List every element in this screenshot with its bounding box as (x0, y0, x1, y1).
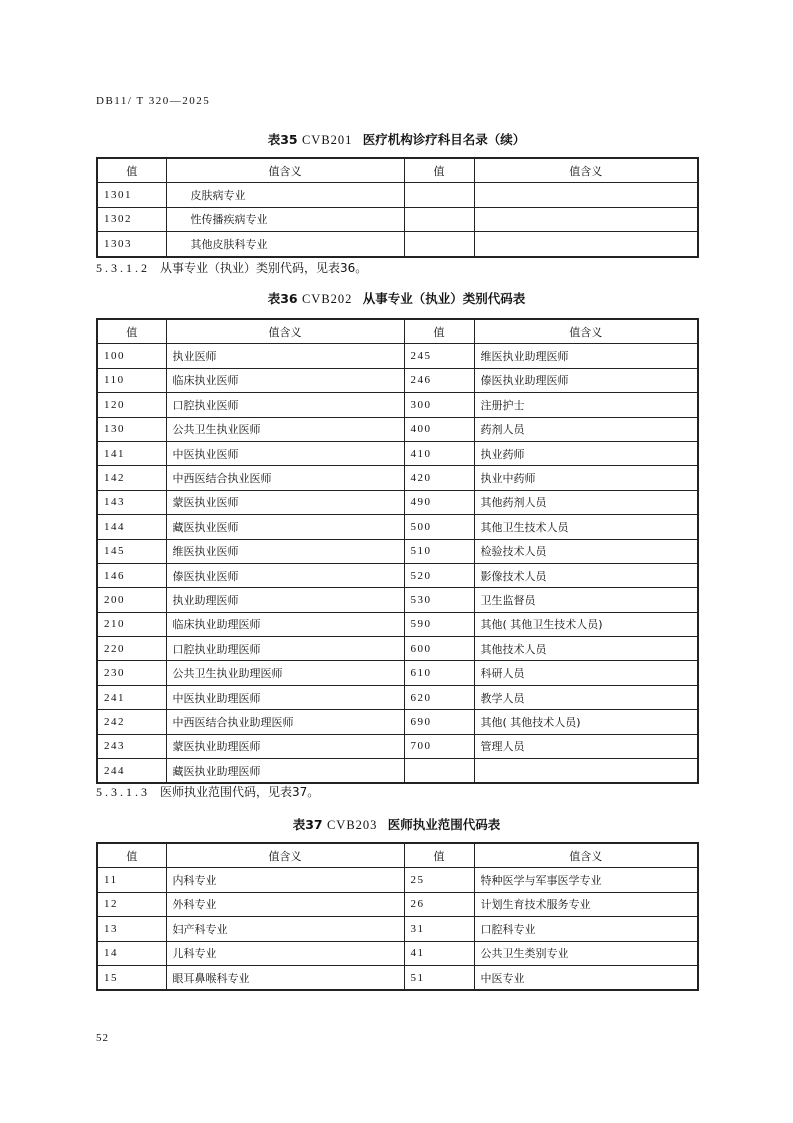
code-meaning-cell: 藏医执业助理医师 (166, 759, 404, 784)
table-name: 从事专业（执业）类别代码表 (362, 291, 526, 306)
code-value-cell: 14 (97, 941, 166, 965)
table-header-row (97, 158, 698, 183)
table-row (97, 344, 698, 368)
table-label: 表35 (267, 132, 298, 147)
code-meaning-cell: 执业助理医师 (166, 588, 404, 612)
code-value-cell: 490 (404, 490, 474, 514)
code-meaning-cell: 其他( 其他卫生技术人员) (474, 612, 698, 636)
code-value-cell (404, 183, 474, 207)
code-meaning-cell: 执业中药师 (474, 466, 698, 490)
code-value-cell: 230 (97, 661, 166, 685)
code-value-cell: 210 (97, 612, 166, 636)
table-header-row (97, 843, 698, 868)
code-value-cell: 510 (404, 539, 474, 563)
table-name: 医疗机构诊疗科目名录（续） (362, 132, 526, 147)
table-row (97, 685, 698, 709)
code-value-cell: 410 (404, 441, 474, 465)
table-row (97, 917, 698, 941)
table-code: CVB203 (326, 818, 378, 832)
column-header: 值含义 (166, 843, 404, 868)
table-name: 医师执业范围代码表 (387, 817, 501, 832)
code-meaning-cell: 蒙医执业医师 (166, 490, 404, 514)
page-number: 52 (96, 1032, 109, 1044)
code-meaning-cell: 内科专业 (166, 868, 404, 892)
code-value-cell: 145 (97, 539, 166, 563)
code-meaning-cell: 注册护士 (474, 393, 698, 417)
section-number: 5.3.1.3 (96, 785, 150, 799)
code-value-cell: 120 (97, 393, 166, 417)
code-value-cell: 31 (404, 917, 474, 941)
code-value-cell: 143 (97, 490, 166, 514)
code-value-cell: 200 (97, 588, 166, 612)
code-value-cell: 690 (404, 710, 474, 734)
code-value-cell: 142 (97, 466, 166, 490)
code-meaning-cell: 口腔科专业 (474, 917, 698, 941)
table-35 (96, 157, 699, 258)
table-row (97, 490, 698, 514)
table-header-row (97, 319, 698, 344)
code-value-cell: 100 (97, 344, 166, 368)
table-row (97, 539, 698, 563)
code-value-cell: 13 (97, 917, 166, 941)
column-header: 值含义 (166, 158, 404, 183)
code-meaning-cell: 教学人员 (474, 685, 698, 709)
code-value-cell: 1303 (97, 232, 166, 257)
code-meaning-cell: 公共卫生类别专业 (474, 941, 698, 965)
code-meaning-cell: 特种医学与军事医学专业 (474, 868, 698, 892)
code-meaning-cell: 影像技术人员 (474, 563, 698, 587)
code-value-cell: 12 (97, 892, 166, 916)
code-meaning-cell: 妇产科专业 (166, 917, 404, 941)
code-value-cell: 15 (97, 965, 166, 990)
column-header: 值 (404, 158, 474, 183)
code-meaning-cell: 其他皮肤科专业 (166, 232, 404, 257)
column-header: 值含义 (474, 843, 698, 868)
code-value-cell (404, 207, 474, 231)
code-value-cell: 400 (404, 417, 474, 441)
code-meaning-cell: 科研人员 (474, 661, 698, 685)
code-meaning-cell: 其他( 其他技术人员) (474, 710, 698, 734)
code-value-cell: 25 (404, 868, 474, 892)
table-row (97, 368, 698, 392)
code-value-cell: 600 (404, 637, 474, 661)
section-text: 从事专业（执业）类别代码，见表36。 (160, 261, 368, 275)
code-value-cell: 245 (404, 344, 474, 368)
table-row (97, 232, 698, 257)
code-meaning-cell: 其他卫生技术人员 (474, 515, 698, 539)
code-value-cell: 144 (97, 515, 166, 539)
code-meaning-cell: 蒙医执业助理医师 (166, 734, 404, 758)
code-value-cell (404, 759, 474, 784)
code-meaning-cell: 公共卫生执业医师 (166, 417, 404, 441)
code-value-cell: 300 (404, 393, 474, 417)
code-meaning-cell: 临床执业医师 (166, 368, 404, 392)
table-row (97, 612, 698, 636)
code-meaning-cell (474, 207, 698, 231)
code-meaning-cell: 其他药剂人员 (474, 490, 698, 514)
code-meaning-cell: 中医专业 (474, 965, 698, 990)
code-value-cell: 141 (97, 441, 166, 465)
code-value-cell: 242 (97, 710, 166, 734)
code-meaning-cell: 维医执业医师 (166, 539, 404, 563)
code-value-cell: 420 (404, 466, 474, 490)
table-35-title (96, 130, 697, 148)
code-meaning-cell: 傣医执业医师 (166, 563, 404, 587)
table-row (97, 207, 698, 231)
code-value-cell: 220 (97, 637, 166, 661)
table-36 (96, 318, 699, 784)
table-row (97, 710, 698, 734)
table-row (97, 734, 698, 758)
section-number: 5.3.1.2 (96, 261, 150, 275)
code-value-cell: 620 (404, 685, 474, 709)
section-text: 医师执业范围代码，见表37。 (160, 785, 320, 799)
code-meaning-cell: 执业药师 (474, 441, 698, 465)
code-value-cell: 110 (97, 368, 166, 392)
code-value-cell: 246 (404, 368, 474, 392)
column-header: 值 (404, 319, 474, 344)
code-value-cell: 610 (404, 661, 474, 685)
code-meaning-cell: 儿科专业 (166, 941, 404, 965)
table-36-title (96, 289, 697, 307)
code-meaning-cell: 中医执业助理医师 (166, 685, 404, 709)
column-header: 值 (97, 843, 166, 868)
table-row (97, 515, 698, 539)
table-code: CVB201 (301, 133, 353, 147)
code-meaning-cell: 维医执业助理医师 (474, 344, 698, 368)
table-row (97, 941, 698, 965)
code-value-cell: 146 (97, 563, 166, 587)
column-header: 值含义 (474, 158, 698, 183)
document-header: DB11/ T 320—2025 (96, 95, 211, 107)
code-value-cell: 11 (97, 868, 166, 892)
table-row (97, 417, 698, 441)
table-row (97, 466, 698, 490)
table-code: CVB202 (301, 292, 353, 306)
section-5-3-1-3 (96, 783, 319, 800)
table-row (97, 588, 698, 612)
table-label: 表36 (267, 291, 298, 306)
code-value-cell: 1302 (97, 207, 166, 231)
table-label: 表37 (292, 817, 323, 832)
code-meaning-cell: 检验技术人员 (474, 539, 698, 563)
code-meaning-cell: 计划生育技术服务专业 (474, 892, 698, 916)
table-row (97, 563, 698, 587)
column-header: 值含义 (166, 319, 404, 344)
code-meaning-cell: 口腔执业助理医师 (166, 637, 404, 661)
code-meaning-cell: 中西医结合执业医师 (166, 466, 404, 490)
code-meaning-cell (474, 183, 698, 207)
code-value-cell: 51 (404, 965, 474, 990)
code-value-cell: 590 (404, 612, 474, 636)
column-header: 值 (404, 843, 474, 868)
table-37 (96, 842, 699, 991)
code-value-cell: 241 (97, 685, 166, 709)
code-value-cell: 520 (404, 563, 474, 587)
table-row (97, 759, 698, 784)
code-value-cell: 130 (97, 417, 166, 441)
table-37-title (96, 815, 697, 833)
code-meaning-cell: 中医执业医师 (166, 441, 404, 465)
code-meaning-cell: 管理人员 (474, 734, 698, 758)
column-header: 值 (97, 158, 166, 183)
code-value-cell: 244 (97, 759, 166, 784)
code-meaning-cell: 中西医结合执业助理医师 (166, 710, 404, 734)
code-value-cell: 26 (404, 892, 474, 916)
code-value-cell: 41 (404, 941, 474, 965)
table-row (97, 965, 698, 990)
code-value-cell: 1301 (97, 183, 166, 207)
code-meaning-cell: 公共卫生执业助理医师 (166, 661, 404, 685)
code-meaning-cell: 藏医执业医师 (166, 515, 404, 539)
table-row (97, 393, 698, 417)
column-header: 值含义 (474, 319, 698, 344)
code-value-cell (404, 232, 474, 257)
code-meaning-cell: 皮肤病专业 (166, 183, 404, 207)
code-meaning-cell (474, 232, 698, 257)
column-header: 值 (97, 319, 166, 344)
code-meaning-cell: 药剂人员 (474, 417, 698, 441)
code-meaning-cell: 执业医师 (166, 344, 404, 368)
code-meaning-cell: 其他技术人员 (474, 637, 698, 661)
code-meaning-cell: 傣医执业助理医师 (474, 368, 698, 392)
code-meaning-cell: 性传播疾病专业 (166, 207, 404, 231)
code-value-cell: 500 (404, 515, 474, 539)
section-5-3-1-2 (96, 259, 367, 276)
code-meaning-cell: 外科专业 (166, 892, 404, 916)
code-meaning-cell: 卫生监督员 (474, 588, 698, 612)
table-row (97, 637, 698, 661)
table-row (97, 892, 698, 916)
code-meaning-cell (474, 759, 698, 784)
code-value-cell: 530 (404, 588, 474, 612)
table-row (97, 661, 698, 685)
table-row (97, 868, 698, 892)
code-meaning-cell: 临床执业助理医师 (166, 612, 404, 636)
code-meaning-cell: 口腔执业医师 (166, 393, 404, 417)
code-value-cell: 243 (97, 734, 166, 758)
code-meaning-cell: 眼耳鼻喉科专业 (166, 965, 404, 990)
table-row (97, 441, 698, 465)
code-value-cell: 700 (404, 734, 474, 758)
table-row (97, 183, 698, 207)
